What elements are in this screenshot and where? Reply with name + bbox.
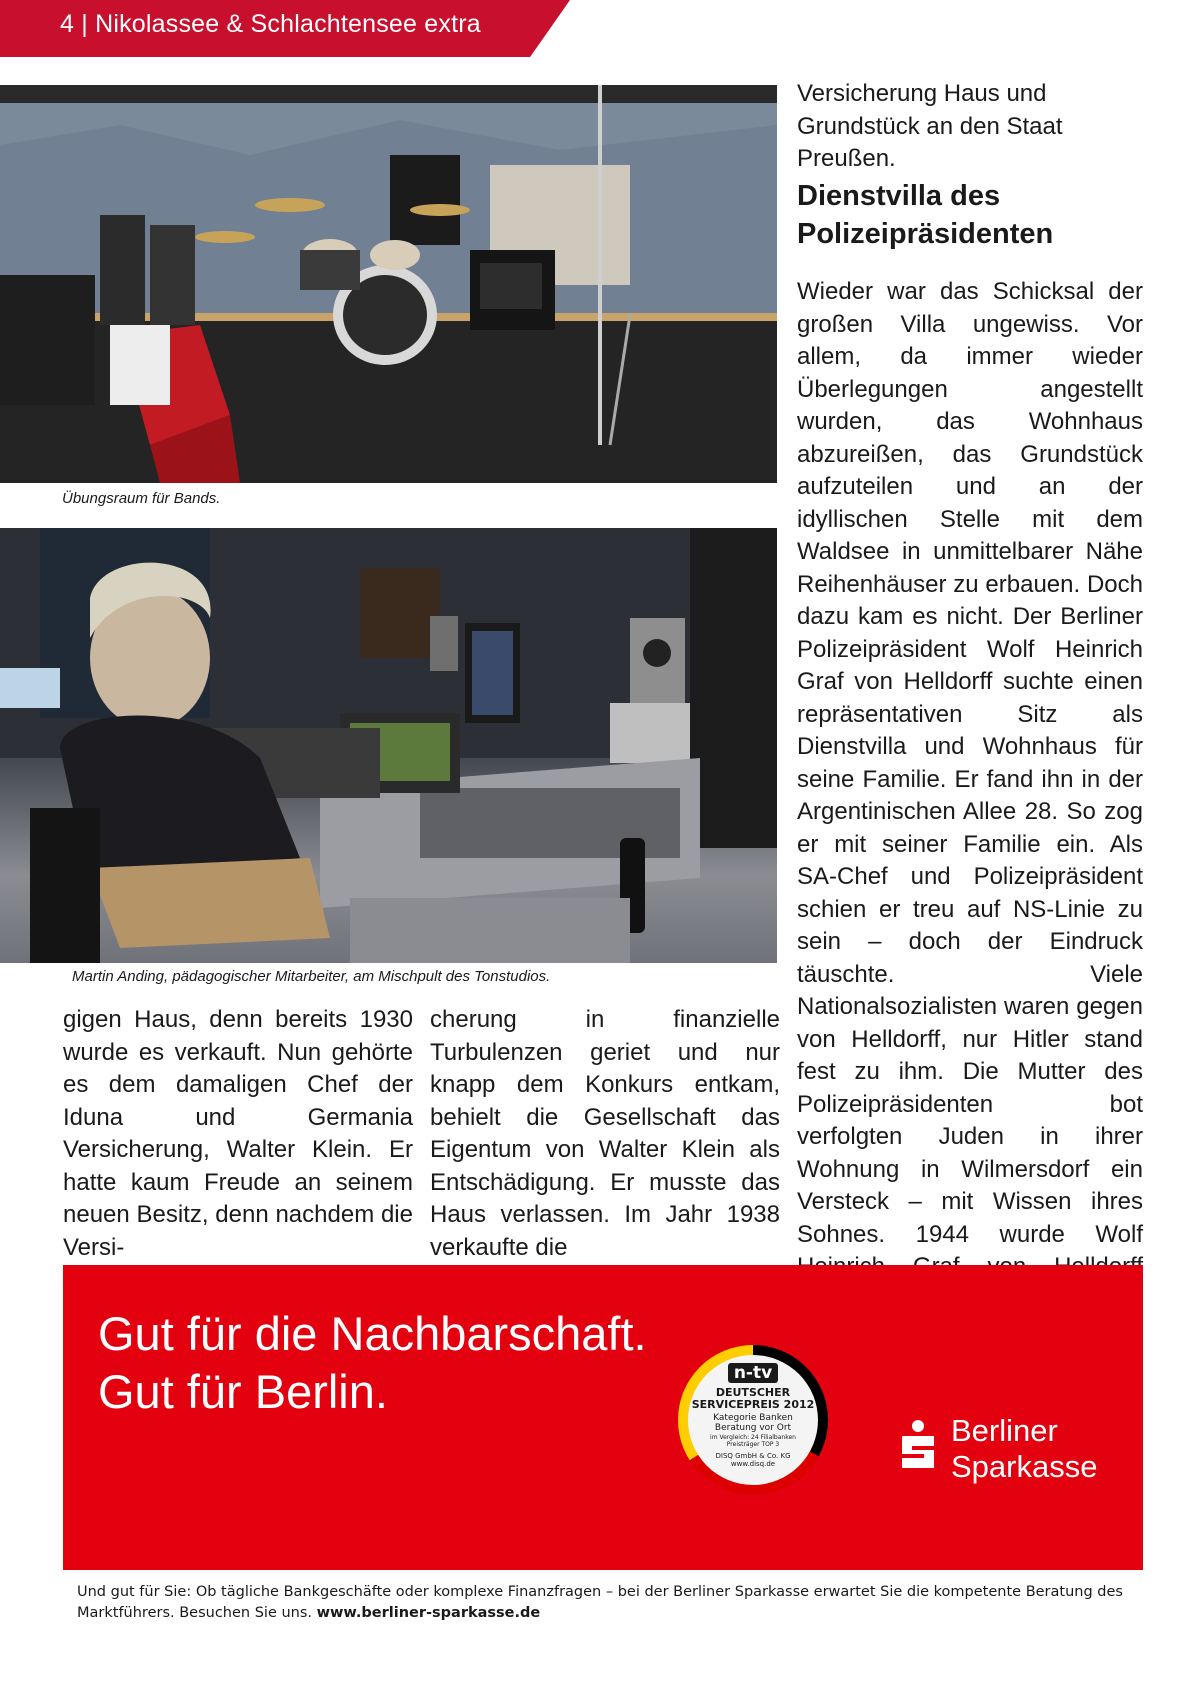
- section-header-title: 4 | Nikolassee & Schlachtensee extra: [60, 10, 481, 38]
- article-right-intro: Versicherung Haus und Grundstück an den Staat Preußen.: [797, 80, 1063, 172]
- ad-headline-line-1: Gut für die Nachbarschaft.: [98, 1307, 647, 1360]
- article-right-body: Wieder war das Schicksal der großen Villa ungewiss. Vor allem, da immer wieder Überlegungen angestellt wurden, das Wohnhaus abzureißen, das Grundstück aufzuteilen und an der idyllischen Stelle mit dem Waldsee in unmittelbarer Nähe Reihenhäuser zu erbauen. Doch dazu kam es nicht. Der Berliner Polizeipräsident Wolf Heinrich Graf von Helldorff suchte einen repräsentativen Sitz als Dienstvilla und Wohnhaus für seine Familie. Er fand ihn in der Argentinischen Allee 28. So zog er mit seiner Familie ein. Als SA-Chef und Polizeipräsident schien er treu auf NS-Linie zu sein – doch der Eindruck täuschte. Viele Nationalsozialisten waren gegen von Helldorff, nur Hitler stand fest zu ihm. Die Mutter des Polizeipräsidenten bot verfolgten Juden in ihrer Wohnung in Wilmersdorf ein Versteck – mit Wissen ihres Sohnes. 1944 wurde Wolf: [797, 278, 1143, 1248]
- photo-recording-studio: [0, 528, 777, 963]
- sparkasse-logo-icon: [898, 1420, 938, 1472]
- recording-studio-illustration: [0, 528, 777, 963]
- brand-name-line-2: Sparkasse: [951, 1449, 1098, 1484]
- badge-line-1: DEUTSCHER: [715, 1386, 791, 1399]
- servicepreis-badge: [678, 1345, 828, 1495]
- badge-line-7: DISQ GmbH & Co. KG: [715, 1452, 791, 1460]
- article-column-1: gigen Haus, denn bereits 1930 wurde es verkauft. Nun gehörte es dem damaligen Chef der Iduna und Germania Versicherung, Walter Klein. Er hatte kaum Freude an seinem neuen Besitz, denn nachdem die Versi-: [63, 1006, 413, 1261]
- ad-headline-line-2: Gut für Berlin.: [98, 1365, 388, 1418]
- article-column-2: cherung in finanzielle Turbulenzen geriet und nur knapp dem Konkurs entkam, behielt die Gesellschaft das Eigentum von Walter Klein als Entschädigung. Er musste das Haus verlassen. Im Jahr 1938 verkaufte die: [430, 1006, 780, 1261]
- photo-caption-rehearsal: Übungsraum für Bands.: [62, 490, 221, 507]
- ad-footer: [63, 1570, 1143, 1650]
- badge-line-2: SERVICEPREIS 2012: [691, 1398, 815, 1411]
- badge-line-5: im Vergleich: 24 Filialbanken: [710, 1434, 796, 1441]
- ad-headline: [98, 1305, 647, 1421]
- photo-caption-studio: Martin Anding, pädagogischer Mitarbeiter, am Mischpult des Tonstudios.: [72, 968, 551, 985]
- rehearsal-room-illustration: [0, 85, 777, 483]
- sparkasse-advertisement: [63, 1265, 1143, 1650]
- badge-line-6: Preisträger TOP 3: [726, 1441, 780, 1448]
- brand-name-line-1: Berliner: [951, 1413, 1058, 1448]
- ad-footer-text: Und gut für Sie: Ob tägliche Bankgeschäfte oder komplexe Finanzfragen – bei der Berliner Sparkasse erwartet Sie die kompetente Beratung des Marktführers. Besuchen Sie uns.: [77, 1584, 1123, 1621]
- photo-rehearsal-room: [0, 85, 777, 483]
- ad-footer-url[interactable]: www.berliner-sparkasse.de: [316, 1605, 541, 1621]
- sparkasse-brand-name: [951, 1413, 1097, 1485]
- badge-line-4: Beratung vor Ort: [714, 1423, 792, 1433]
- section-heading: Dienstvilla des Polizeipräsidenten: [797, 180, 1054, 250]
- badge-line-3: Kategorie Banken: [713, 1413, 793, 1423]
- ntv-logo: n-tv: [728, 1363, 778, 1383]
- badge-content: [688, 1355, 818, 1485]
- badge-line-8: www.disq.de: [730, 1460, 776, 1468]
